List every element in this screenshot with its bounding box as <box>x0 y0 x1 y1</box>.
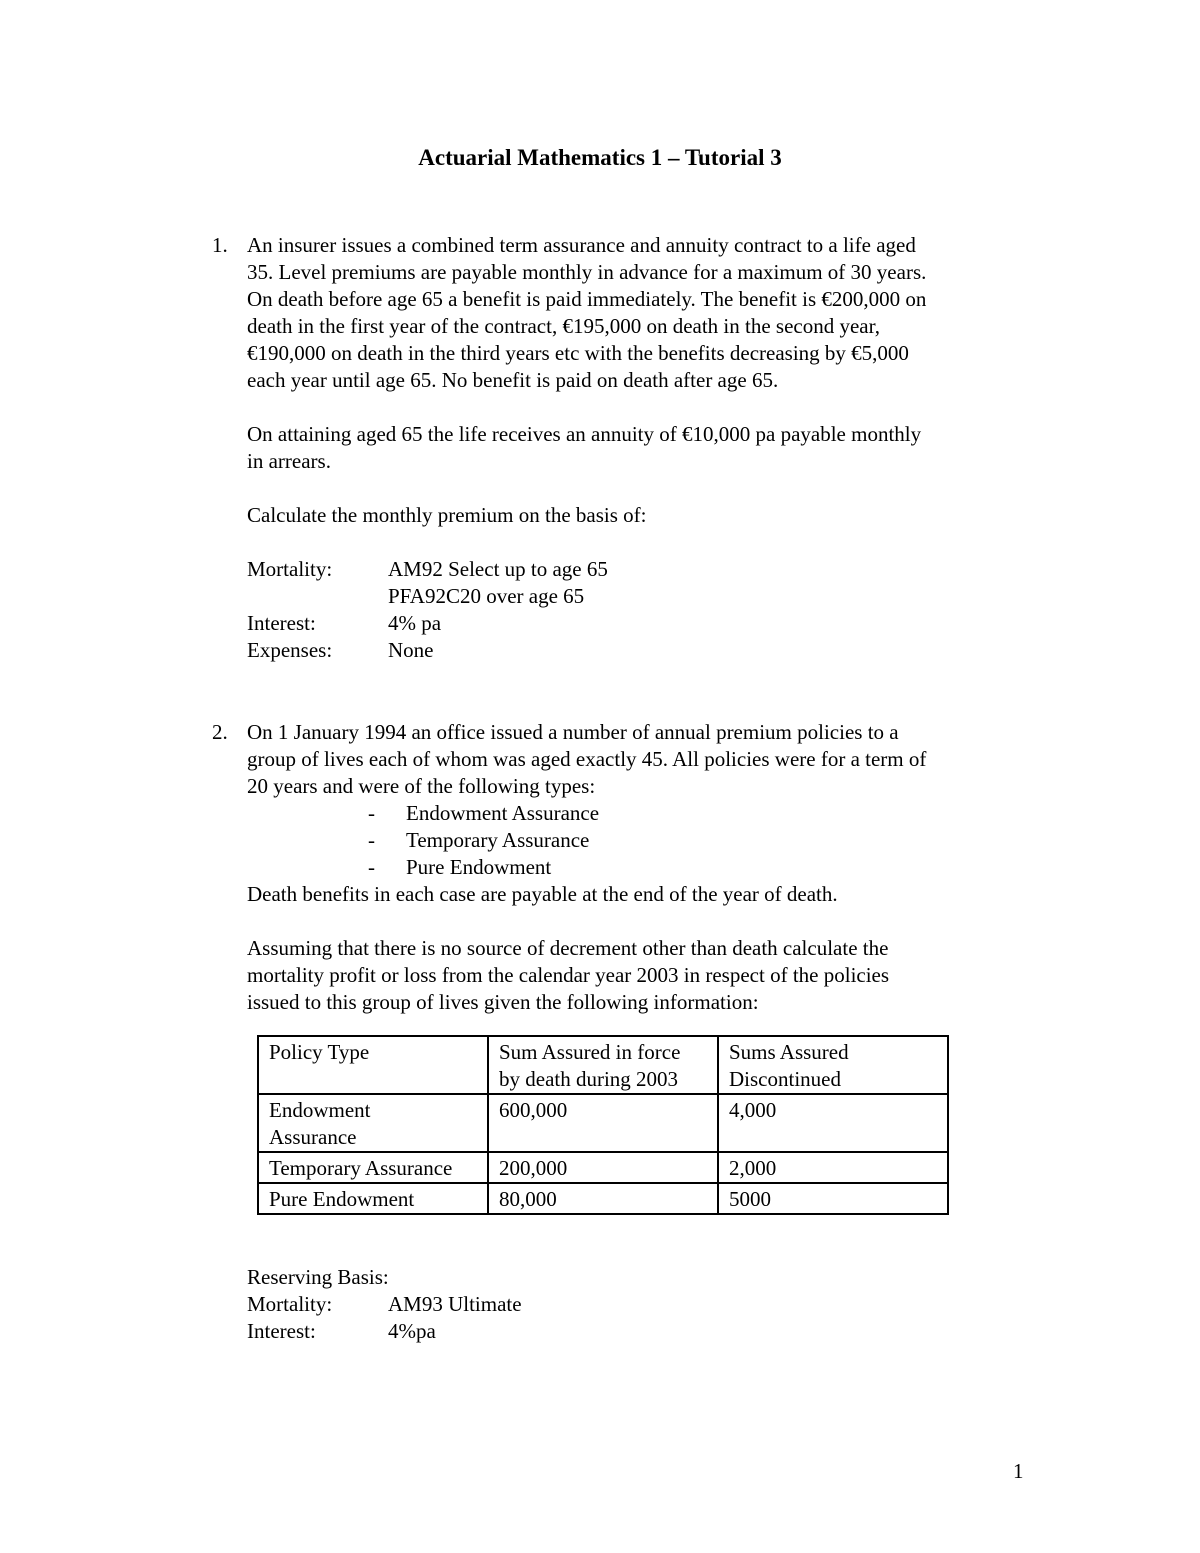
basis-value: AM92 Select up to age 65 <box>388 557 608 581</box>
table-row <box>258 1152 948 1183</box>
q2-death-benefit-line: Death benefits in each case are payable at the end of the year of death. <box>247 882 838 906</box>
table-cell: Temporary Assurance <box>258 1152 488 1183</box>
q2-line: 20 years and were of the following types: <box>247 774 596 798</box>
q2-line: issued to this group of lives given the following information: <box>247 990 759 1014</box>
q1-basis-mortality-2 <box>247 583 1017 610</box>
policy-type-bullet: - Pure Endowment <box>368 855 552 879</box>
basis-label: Mortality: <box>247 1292 333 1316</box>
q1-basis-interest <box>247 610 1017 637</box>
table-cell: Endowment Assurance <box>258 1094 488 1152</box>
q1-line: €190,000 on death in the third years etc with the benefits decreasing by €5,000 <box>247 341 909 365</box>
basis-value: PFA92C20 over age 65 <box>388 584 585 608</box>
q1-line: 35. Level premiums are payable monthly in advance for a maximum of 30 years. <box>247 260 927 284</box>
table-header-row <box>258 1036 948 1094</box>
document-title: Actuarial Mathematics 1 – Tutorial 3 <box>418 145 782 170</box>
q1-line: death in the first year of the contract, €195,000 on death in the second year, <box>247 314 881 338</box>
q1-line: each year until age 65. No benefit is paid on death after age 65. <box>247 368 779 392</box>
table-cell: 4,000 <box>718 1094 948 1152</box>
table-header-cell: Sums Assured Discontinued <box>718 1036 948 1094</box>
table-cell: 80,000 <box>488 1183 718 1214</box>
table-cell: 200,000 <box>488 1152 718 1183</box>
table-row <box>258 1183 948 1214</box>
table-cell: 2,000 <box>718 1152 948 1183</box>
policy-type-bullet: - Temporary Assurance <box>368 828 590 852</box>
reserving-mortality <box>247 1291 1017 1318</box>
table-header-cell: Sum Assured in force by death during 2003 <box>488 1036 718 1094</box>
q1-instruction: Calculate the monthly premium on the basis of: <box>247 503 647 527</box>
q1-basis-expenses <box>247 637 1017 664</box>
q1-line: On death before age 65 a benefit is paid immediately. The benefit is €200,000 on <box>247 287 927 311</box>
table-cell: 600,000 <box>488 1094 718 1152</box>
table-row <box>258 1094 948 1152</box>
basis-value: None <box>388 638 434 662</box>
basis-value: 4% pa <box>388 611 442 635</box>
question-1-number: 1. <box>212 233 228 257</box>
question-2-intro <box>247 719 1017 800</box>
reserving-basis <box>247 1264 1017 1345</box>
policy-type-bullet: - Endowment Assurance <box>368 801 600 825</box>
question-2-body <box>247 881 1017 1016</box>
basis-label: Mortality: <box>247 557 333 581</box>
basis-label: Expenses: <box>247 638 333 662</box>
q1-annuity-line: On attaining aged 65 the life receives an annuity of €10,000 pa payable monthly <box>247 422 922 446</box>
basis-label: Interest: <box>247 611 316 635</box>
basis-label: Interest: <box>247 1319 316 1343</box>
reserving-interest <box>247 1318 1017 1345</box>
q2-line: group of lives each of whom was aged exactly 45. All policies were for a term of <box>247 747 927 771</box>
q1-line: An insurer issues a combined term assurance and annuity contract to a life aged <box>247 233 916 257</box>
q2-line: mortality profit or loss from the calendar year 2003 in respect of the policies <box>247 963 890 987</box>
question-1-body <box>247 232 1017 664</box>
q2-line: On 1 January 1994 an office issued a number of annual premium policies to a <box>247 720 899 744</box>
q1-basis-mortality <box>247 556 1017 583</box>
q1-annuity-line: in arrears. <box>247 449 331 473</box>
q2-line: Assuming that there is no source of decrement other than death calculate the <box>247 936 889 960</box>
table-cell: 5000 <box>718 1183 948 1214</box>
reserving-heading: Reserving Basis: <box>247 1265 389 1289</box>
question-2-number: 2. <box>212 720 228 744</box>
basis-value: AM93 Ultimate <box>388 1292 522 1316</box>
basis-value: 4%pa <box>388 1319 436 1343</box>
policy-table <box>257 1035 949 1215</box>
page-number: 1 <box>1013 1459 1024 1483</box>
table-cell: Pure Endowment <box>258 1183 488 1214</box>
table-header-cell: Policy Type <box>258 1036 488 1094</box>
